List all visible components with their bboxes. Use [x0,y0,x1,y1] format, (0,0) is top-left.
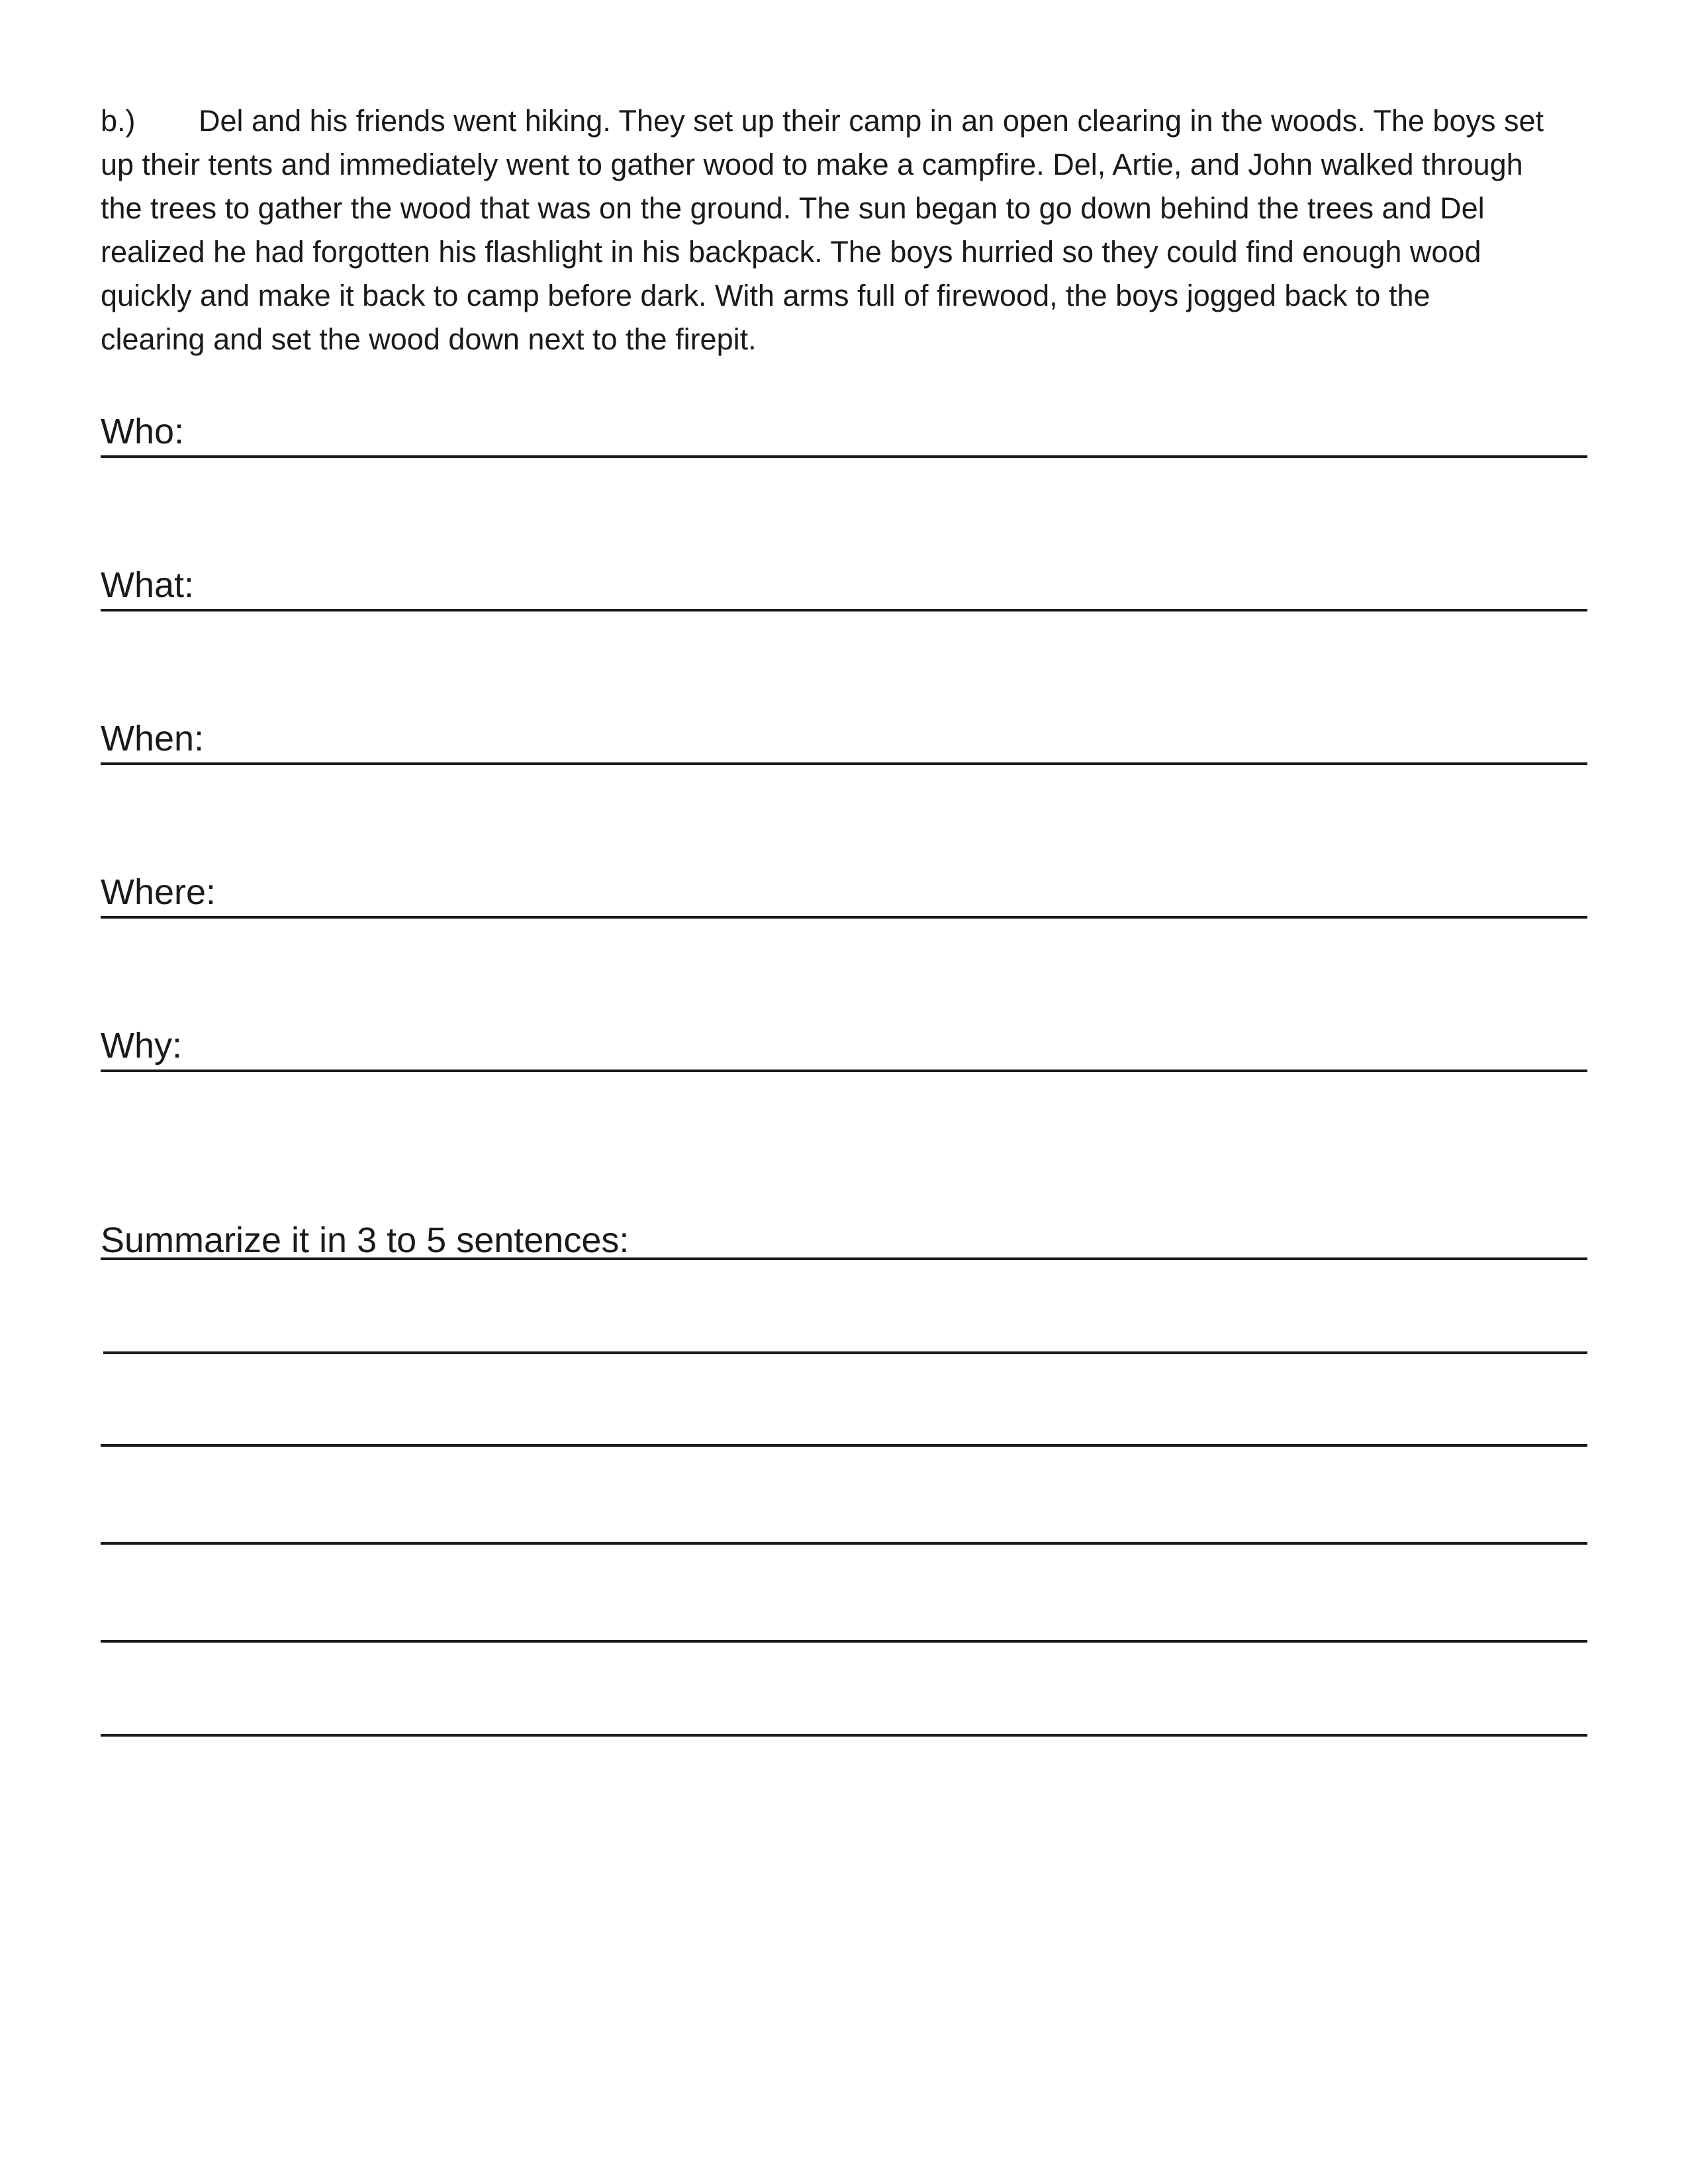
summary-rule-1 [103,1351,1587,1354]
passage-text-1: Del and his friends went hiking. They set up their camp in an open clearing in the woods. The boys set [199,104,1544,138]
summary-heading-line [101,1257,1587,1260]
where-answer-field[interactable] [101,859,1587,919]
why-answer-field[interactable] [101,1013,1587,1072]
who-label: Who: [101,412,185,451]
summary-rule-2 [101,1444,1587,1447]
what-answer-field[interactable] [101,552,1587,612]
why-label: Why: [101,1026,183,1066]
summary-rule-5 [101,1734,1587,1737]
summary-answer-line-3[interactable] [101,1512,1587,1545]
summary-rule-4 [101,1640,1587,1643]
summary-answer-line-2[interactable] [101,1414,1587,1447]
where-label: Where: [101,872,216,912]
passage-label: b.) [101,104,136,138]
summary-answer-line-4[interactable] [101,1610,1587,1643]
passage-line-5: quickly and make it back to camp before dark. With arms full of firewood, the boys jogged back to the [101,279,1430,312]
passage-line-4: realized he had forgotten his flashlight in his backpack. The boys hurried so they could find enough wood [101,235,1481,269]
when-label: When: [101,719,205,758]
when-answer-line [101,762,1587,765]
story-passage [101,99,1583,361]
where-answer-line [101,916,1587,919]
passage-line-1 [101,99,1583,143]
summary-answer-line-1[interactable] [101,1321,1587,1354]
passage-line-2: up their tents and immediately went to gather wood to make a campfire. Del, Artie, and John walked through [101,148,1523,181]
what-label: What: [101,565,195,605]
summary-rule-3 [101,1542,1587,1545]
summary-answer-field[interactable] [101,1201,1587,1260]
who-answer-field[interactable] [101,398,1587,458]
what-answer-line [101,609,1587,612]
passage-line-6: clearing and set the wood down next to the firepit. [101,322,757,356]
summary-answer-line-5[interactable] [101,1704,1587,1737]
passage-line-3: the trees to gather the wood that was on the ground. The sun began to go down behind the trees and Del [101,191,1485,225]
summary-label: Summarize it in 3 to 5 sentences: [101,1220,630,1260]
when-answer-field[interactable] [101,705,1587,765]
why-answer-line [101,1069,1587,1072]
who-answer-line [101,455,1587,458]
